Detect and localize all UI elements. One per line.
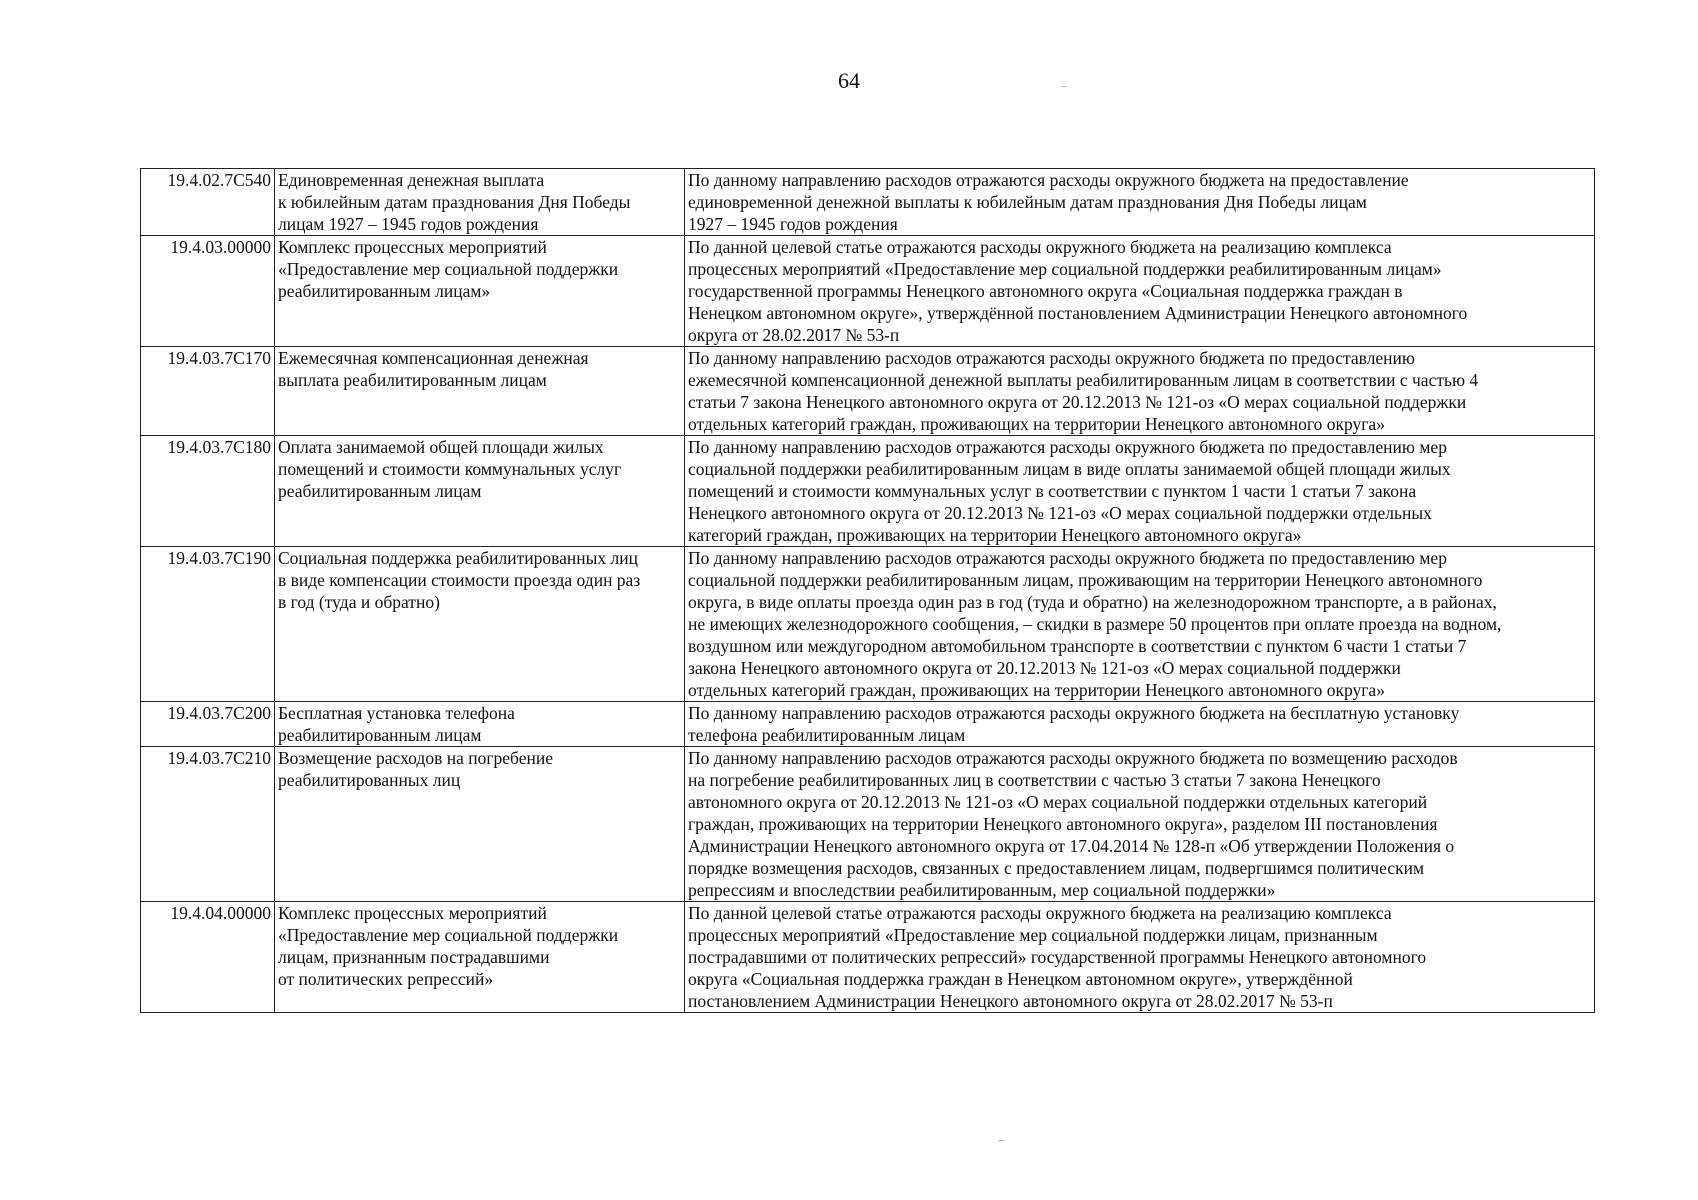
name-line: реабилитированным лицам	[278, 725, 482, 745]
name-line: Единовременная денежная выплата	[278, 170, 545, 190]
target-item-description	[685, 436, 1595, 547]
name-line: «Предоставление мер социальной поддержки	[278, 925, 619, 945]
description-line: ежемесячной компенсационной денежной выплаты реабилитированным лицам в соответствии с частью 4	[688, 370, 1479, 390]
table-row	[141, 236, 1595, 347]
description-line: процессных мероприятий «Предоставление мер социальной поддержки лицам, признанным	[688, 925, 1378, 945]
name-line: «Предоставление мер социальной поддержки	[278, 259, 619, 279]
name-line: лицам, признанным пострадавшими	[278, 947, 550, 967]
target-item-name	[275, 169, 685, 236]
target-item-name	[275, 902, 685, 1013]
target-item-code: 19.4.03.7С200	[141, 702, 275, 747]
description-line: процессных мероприятий «Предоставление мер социальной поддержки реабилитированным лицам»	[688, 259, 1442, 279]
name-line: лицам 1927 – 1945 годов рождения	[278, 214, 539, 234]
target-item-code: 19.4.03.7С190	[141, 547, 275, 702]
description-line: Администрации Ненецкого автономного округа от 17.04.2014 № 128-п «Об утверждении Положения о	[688, 836, 1455, 856]
table-row	[141, 436, 1595, 547]
description-line: статьи 7 закона Ненецкого автономного округа от 20.12.2013 № 121-оз «О мерах социальной поддержки	[688, 392, 1467, 412]
target-item-code: 19.4.03.7С210	[141, 747, 275, 902]
name-line: Оплата занимаемой общей площади жилых	[278, 437, 604, 457]
target-item-code: 19.4.03.00000	[141, 236, 275, 347]
target-item-description	[685, 169, 1595, 236]
name-line: в год (туда и обратно)	[278, 592, 440, 612]
description-line: государственной программы Ненецкого автономного округа «Социальная поддержка граждан в	[688, 281, 1403, 301]
target-item-code: 19.4.03.7С170	[141, 347, 275, 436]
target-item-description	[685, 347, 1595, 436]
table-body	[141, 169, 1595, 1013]
target-item-name	[275, 436, 685, 547]
name-line: к юбилейным датам празднования Дня Победы	[278, 192, 631, 212]
description-line: не имеющих железнодорожного сообщения, – скидки в размере 50 процентов при оплате проезда на водном,	[688, 614, 1502, 634]
description-line: порядке возмещения расходов, связанных с предоставлением лицам, подвергшимся политическим	[688, 858, 1425, 878]
description-line: телефона реабилитированным лицам	[688, 725, 966, 745]
description-line: социальной поддержки реабилитированным лицам в виде оплаты занимаемой общей площади жилых	[688, 459, 1451, 479]
name-line: от политических репрессий»	[278, 969, 494, 989]
description-line: По данному направлению расходов отражаются расходы окружного бюджета на бесплатную установку	[688, 703, 1460, 723]
description-line: Ненецком автономном округе», утверждённой постановлением Администрации Ненецкого автономного	[688, 303, 1468, 323]
description-line: закона Ненецкого автономного округа от 20.12.2013 № 121-оз «О мерах социальной поддержки	[688, 658, 1401, 678]
description-line: Ненецкого автономного округа от 20.12.2013 № 121-оз «О мерах социальной поддержки отдельных	[688, 503, 1432, 523]
description-line: По данному направлению расходов отражаются расходы окружного бюджета по предоставлению мер	[688, 437, 1447, 457]
table-row	[141, 347, 1595, 436]
name-line: Возмещение расходов на погребение	[278, 748, 553, 768]
description-line: отдельных категорий граждан, проживающих на территории Ненецкого автономного округа»	[688, 414, 1385, 434]
page-number: 64	[838, 68, 860, 93]
description-line: единовременной денежной выплаты к юбилейным датам празднования Дня Победы лицам	[688, 192, 1367, 212]
table-row	[141, 902, 1595, 1013]
description-line: репрессиям и впоследствии реабилитированным, мер социальной поддержки»	[688, 880, 1276, 900]
description-line: округа, в виде оплаты проезда один раз в год (туда и обратно) на железнодорожном транспорте, а в районах,	[688, 592, 1497, 612]
target-item-name	[275, 547, 685, 702]
target-item-name	[275, 747, 685, 902]
description-line: округа «Социальная поддержка граждан в Ненецком автономном округе», утверждённой	[688, 969, 1353, 989]
description-line: округа от 28.02.2017 № 53-п	[688, 325, 900, 345]
description-line: По данному направлению расходов отражаются расходы окружного бюджета на предоставление	[688, 170, 1409, 190]
description-line: помещений и стоимости коммунальных услуг в соответствии с пунктом 1 части 1 статьи 7 закона	[688, 481, 1417, 501]
target-item-description	[685, 902, 1595, 1013]
target-item-code: 19.4.03.7С180	[141, 436, 275, 547]
name-line: выплата реабилитированным лицам	[278, 370, 547, 390]
target-item-code: 19.4.04.00000	[141, 902, 275, 1013]
target-item-name	[275, 347, 685, 436]
description-line: По данному направлению расходов отражаются расходы окружного бюджета по возмещению расходов	[688, 748, 1458, 768]
description-line: воздушном или междугородном автомобильном транспорте в соответствии с пунктом 6 части 1 статьи 7	[688, 636, 1467, 656]
target-item-code: 19.4.02.7С540	[141, 169, 275, 236]
name-line: реабилитированных лиц	[278, 770, 461, 790]
table-row	[141, 169, 1595, 236]
budget-classification-table	[140, 168, 1595, 1013]
target-item-name	[275, 236, 685, 347]
target-item-description	[685, 547, 1595, 702]
name-line: Ежемесячная компенсационная денежная	[278, 348, 589, 368]
name-line: реабилитированным лицам»	[278, 281, 491, 301]
scan-dot	[1061, 86, 1067, 87]
description-line: По данной целевой статье отражаются расходы окружного бюджета на реализацию комплекса	[688, 903, 1392, 923]
target-item-name	[275, 702, 685, 747]
description-line: По данному направлению расходов отражаются расходы окружного бюджета по предоставлению	[688, 348, 1415, 368]
description-line: автономного округа от 20.12.2013 № 121-оз «О мерах социальной поддержки отдельных категорий	[688, 792, 1428, 812]
name-line: в виде компенсации стоимости проезда один раз	[278, 570, 641, 590]
description-line: 1927 – 1945 годов рождения	[688, 214, 898, 234]
table-row	[141, 702, 1595, 747]
table-row	[141, 747, 1595, 902]
description-line: отдельных категорий граждан, проживающих на территории Ненецкого автономного округа»	[688, 680, 1385, 700]
description-line: По данному направлению расходов отражаются расходы окружного бюджета по предоставлению мер	[688, 548, 1447, 568]
name-line: Социальная поддержка реабилитированных лиц	[278, 548, 639, 568]
name-line: Комплекс процессных мероприятий	[278, 903, 547, 923]
name-line: Бесплатная установка телефона	[278, 703, 515, 723]
name-line: Комплекс процессных мероприятий	[278, 237, 547, 257]
description-line: По данной целевой статье отражаются расходы окружного бюджета на реализацию комплекса	[688, 237, 1392, 257]
description-line: граждан, проживающих на территории Ненецкого автономного округа», разделом III постановления	[688, 814, 1438, 834]
name-line: реабилитированным лицам	[278, 481, 482, 501]
target-item-description	[685, 702, 1595, 747]
description-line: социальной поддержки реабилитированным лицам, проживающим на территории Ненецкого автономного	[688, 570, 1483, 590]
description-line: на погребение реабилитированных лиц в соответствии с частью 3 статьи 7 закона Ненецкого	[688, 770, 1381, 790]
description-line: постановлением Администрации Ненецкого автономного округа от 28.02.2017 № 53-п	[688, 991, 1333, 1011]
description-line: категорий граждан, проживающих на территории Ненецкого автономного округа»	[688, 525, 1302, 545]
description-line: пострадавшими от политических репрессий» государственной программы Ненецкого автономного	[688, 947, 1427, 967]
target-item-description	[685, 236, 1595, 347]
scan-dot	[998, 1140, 1004, 1141]
target-item-description	[685, 747, 1595, 902]
name-line: помещений и стоимости коммунальных услуг	[278, 459, 622, 479]
table-row	[141, 547, 1595, 702]
